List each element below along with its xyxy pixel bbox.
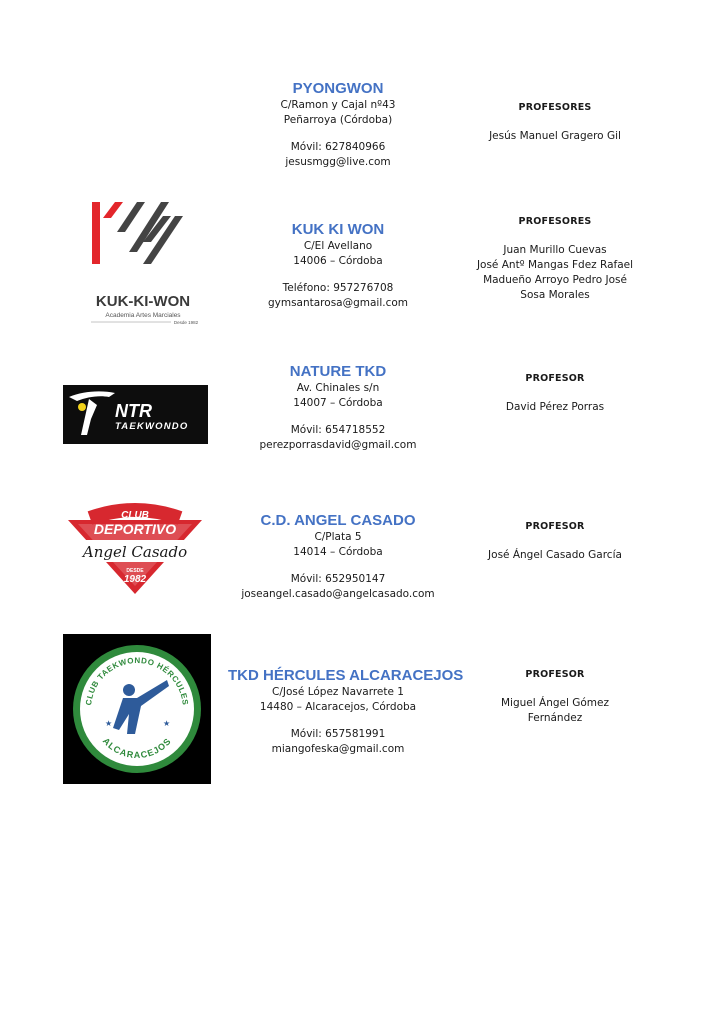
- teacher-name: Sosa Morales: [520, 289, 590, 301]
- club-address-line: Peñarroya (Córdoba): [283, 114, 393, 126]
- kuk-ki-won-logo-since: Desde 1982: [173, 320, 199, 325]
- club-info: [228, 80, 448, 170]
- teachers-block: [455, 520, 655, 563]
- teacher-name: José Ángel Casado García: [488, 549, 622, 561]
- club-address-line: 14480 – Alcaracejos, Córdoba: [259, 701, 417, 713]
- kuk-ki-won-logo-title: KUK-KI-WON: [95, 293, 191, 310]
- nature-tkd-logo-top: NTR: [115, 401, 152, 421]
- teachers-heading: PROFESOR: [525, 521, 585, 532]
- teacher-name: Miguel Ángel Gómez: [501, 697, 609, 709]
- kuk-ki-won-emblem-icon: [85, 198, 203, 332]
- teacher-name: Madueño Arroyo Pedro José: [483, 274, 627, 286]
- nature-tkd-logo-bottom: TAEKWONDO: [115, 421, 189, 432]
- svg-text:★: ★: [105, 719, 113, 728]
- nature-tkd-logo: [63, 385, 208, 444]
- club-email: miangofeska@gmail.com: [271, 743, 405, 755]
- club-address-line: C/José López Navarrete 1: [272, 686, 404, 698]
- hercules-emblem-icon: [63, 634, 211, 784]
- club-address-line: C/El Avellano: [303, 240, 373, 252]
- teachers-block: [455, 215, 655, 303]
- club-name: C.D. ANGEL CASADO: [260, 512, 416, 529]
- club-email: gymsantarosa@gmail.com: [267, 297, 409, 309]
- teachers-heading: PROFESORES: [518, 216, 592, 227]
- angel-casado-logo-year: 1982: [123, 574, 147, 585]
- hercules-logo: [63, 634, 211, 784]
- club-name: PYONGWON: [292, 80, 384, 97]
- teachers-block: [455, 668, 655, 726]
- angel-casado-logo-deportivo: DEPORTIVO: [93, 521, 177, 537]
- teachers-block: [455, 101, 655, 144]
- teachers-heading: PROFESORES: [518, 102, 592, 113]
- teacher-name: José Antº Mangas Fdez Rafael: [476, 259, 634, 271]
- club-address-line: 14006 – Córdoba: [293, 255, 383, 267]
- club-address-line: 14007 – Córdoba: [293, 397, 383, 409]
- teachers-heading: PROFESOR: [525, 669, 585, 680]
- teachers-block: [455, 372, 655, 415]
- club-phone: Teléfono: 957276708: [282, 282, 394, 294]
- angel-casado-emblem-icon: [60, 500, 210, 596]
- angel-casado-logo-club: CLUB: [121, 510, 149, 521]
- svg-text:★: ★: [163, 719, 171, 728]
- kuk-ki-won-logo-subtitle: Academia Artes Marciales: [105, 312, 181, 319]
- club-info: [228, 221, 448, 311]
- angel-casado-logo-script: Angel Casado: [82, 543, 188, 561]
- kuk-ki-won-logo: [85, 198, 203, 332]
- club-email: jesusmgg@live.com: [285, 156, 391, 168]
- angel-casado-logo: [60, 500, 210, 596]
- teacher-name: Jesús Manuel Gragero Gil: [489, 130, 621, 142]
- club-name: NATURE TKD: [289, 363, 387, 380]
- club-email: perezporrasdavid@gmail.com: [259, 439, 417, 451]
- club-address-line: Av. Chinales s/n: [296, 382, 380, 394]
- club-phone: Móvil: 627840966: [290, 141, 386, 153]
- kicking-figure-icon: [63, 385, 208, 444]
- teachers-heading: PROFESOR: [525, 373, 585, 384]
- club-name: KUK KI WON: [291, 221, 385, 238]
- club-address-line: C/Ramon y Cajal nº43: [280, 99, 396, 111]
- club-phone: Móvil: 657581991: [290, 728, 386, 740]
- angel-casado-logo-desde: DESDE: [126, 568, 144, 574]
- club-phone: Móvil: 654718552: [290, 424, 386, 436]
- club-address-line: 14014 – Córdoba: [293, 546, 383, 558]
- club-phone: Móvil: 652950147: [290, 573, 386, 585]
- teacher-name: Juan Murillo Cuevas: [503, 244, 607, 256]
- club-info: [228, 363, 448, 453]
- hercules-logo-ring-top: CLUB TAEKWONDO HÉRCULES: [84, 655, 190, 706]
- club-email: joseangel.casado@angelcasado.com: [241, 588, 435, 600]
- club-info: [228, 667, 464, 757]
- club-info: [228, 512, 448, 602]
- club-name: TKD HÉRCULES ALCARACEJOS: [228, 667, 464, 684]
- teacher-name: Fernández: [527, 712, 583, 724]
- teacher-name: David Pérez Porras: [505, 401, 605, 413]
- hercules-logo-ring-bottom: ALCARACEJOS: [100, 735, 174, 761]
- club-address-line: C/Plata 5: [314, 531, 362, 543]
